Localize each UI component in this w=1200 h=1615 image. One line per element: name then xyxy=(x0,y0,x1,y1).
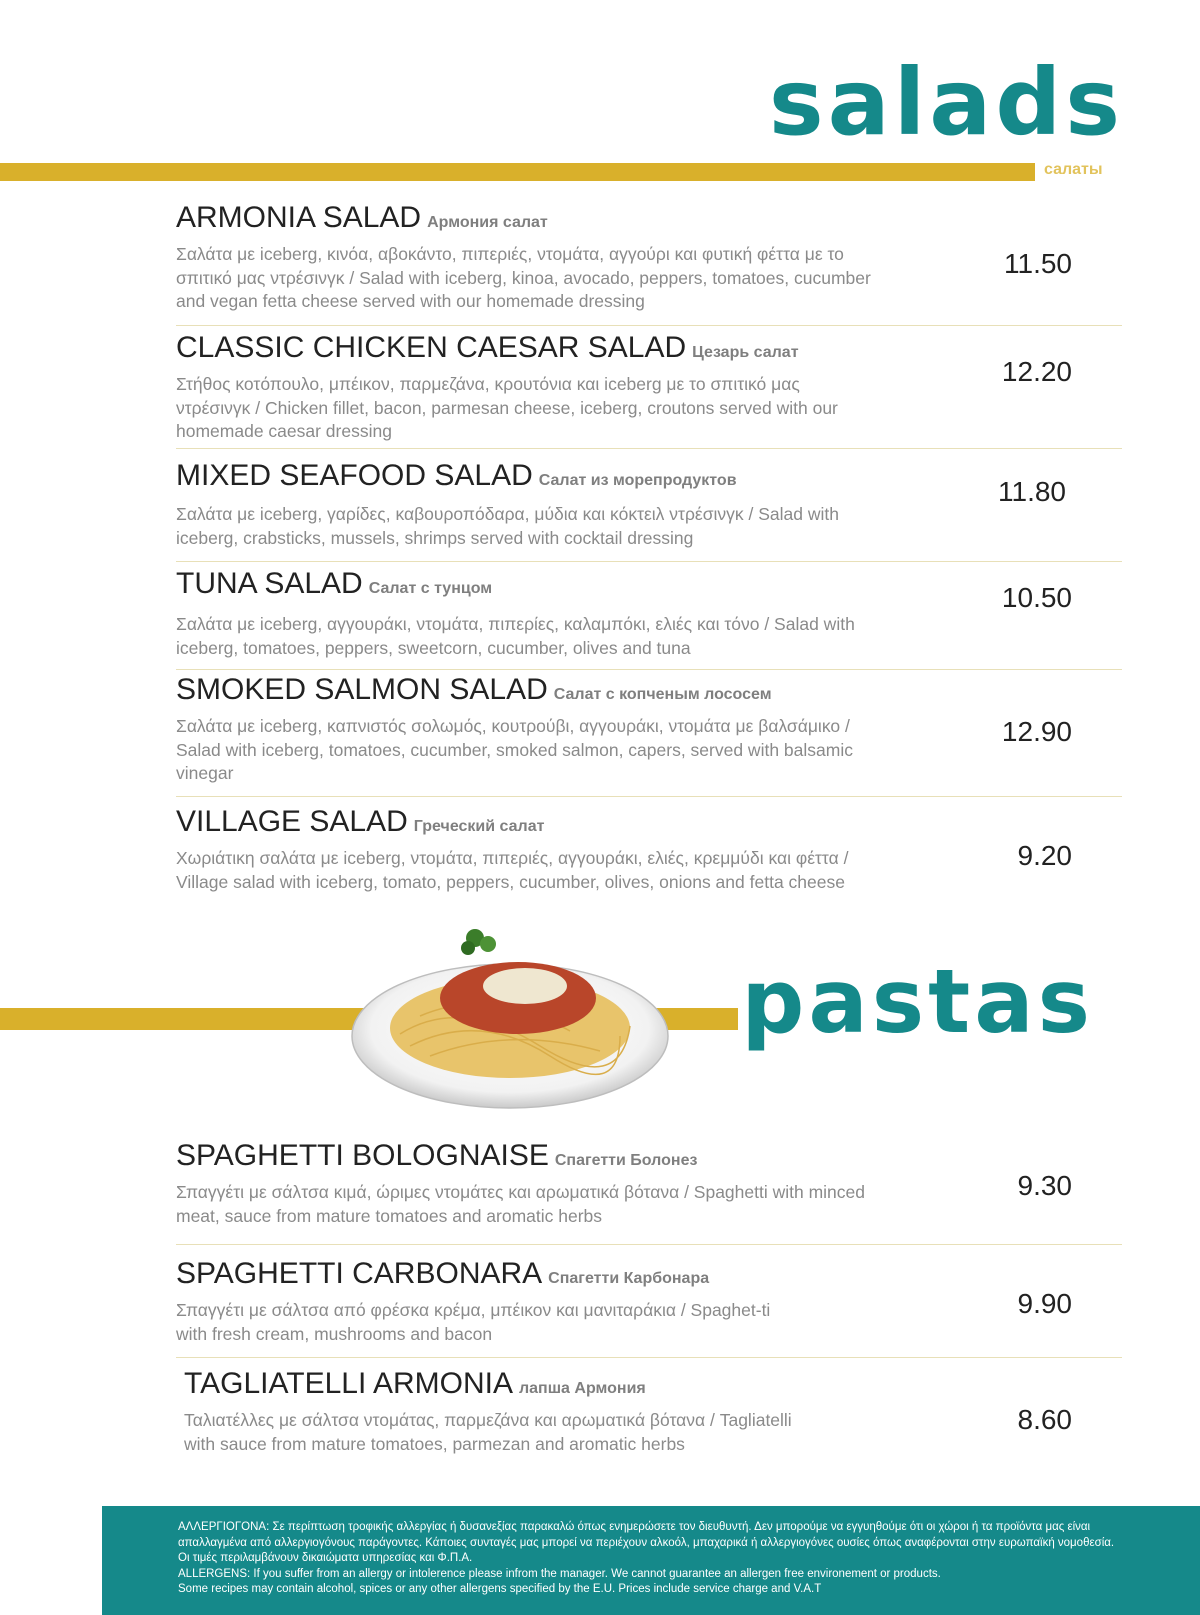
item-description: Σαλάτα με iceberg, αγγουράκι, ντομάτα, πιπερίες, καλαμπόκι, ελιές και τόνο / Salad with iceberg, tomatoes, peppers, sweetcorn, cucumber, olives and tuna xyxy=(176,614,855,658)
pastas-section-title: pastas xyxy=(741,950,1094,1053)
item-russian-name: Салат с копченым лососем xyxy=(553,686,772,703)
item-divider xyxy=(176,796,1122,797)
menu-item-mixed-seafood-salad xyxy=(176,458,1122,550)
item-name: TUNA SALAD xyxy=(176,567,363,600)
item-price: 9.30 xyxy=(1017,1170,1072,1201)
item-name: MIXED SEAFOOD SALAD xyxy=(176,459,533,492)
item-divider xyxy=(176,1357,1122,1358)
item-russian-name: Цезарь салат xyxy=(692,344,799,361)
allergens-line: απαλλαγμένα από αλλεργιογόνους παράγοντες. Κάποιες συνταγές μας μπορεί να περιέχουν αλκοόλ, μπαχαρικά ή αλλεργιογόνες ουσίες όπως αναφέρονται στην ευρωπαϊκή νομοθεσία. xyxy=(178,1536,1115,1549)
salads-subtitle: салаты xyxy=(1044,161,1103,178)
item-price: 9.20 xyxy=(1017,840,1072,871)
salads-gold-bar xyxy=(0,163,1035,181)
menu-item-classic-chicken-caesar-salad xyxy=(176,330,1122,444)
menu-item-village-salad xyxy=(176,804,1122,894)
item-name: VILLAGE SALAD xyxy=(176,805,408,838)
menu-item-spaghetti-bolognaise xyxy=(176,1138,1122,1228)
item-price: 11.50 xyxy=(1004,248,1072,279)
item-divider xyxy=(176,1244,1122,1245)
allergens-line: ALLERGENS: If you suffer from an allergy or intolerence please infrom the manager. We cannot guarantee an allergen free environement or products. xyxy=(178,1567,941,1580)
item-name: ARMONIA SALAD xyxy=(176,201,422,234)
item-name: SPAGHETTI BOLOGNAISE xyxy=(176,1139,549,1172)
item-price: 10.50 xyxy=(1001,582,1072,613)
item-description: Σπαγγέτι με σάλτσα από φρέσκα κρέμα, μπέικον και μανιταράκια / Spaghet-ti with fresh cream, mushrooms and bacon xyxy=(176,1300,771,1344)
item-price: 11.80 xyxy=(998,476,1066,507)
item-divider xyxy=(176,325,1122,326)
menu-item-tagliatelli-armonia xyxy=(184,1366,1130,1456)
allergens-line: Οι τιμές περιλαμβάνουν δικαιώματα υπηρεσίας και Φ.Π.Α. xyxy=(178,1552,473,1564)
item-russian-name: лапша Армония xyxy=(518,1380,646,1397)
item-russian-name: Греческий салат xyxy=(413,818,545,835)
item-russian-name: Салат с тунцом xyxy=(368,580,493,597)
item-divider xyxy=(176,561,1122,562)
item-description: Σαλάτα με iceberg, κινόα, αβοκάντο, πιπεριές, ντομάτα, αγγούρι και φυτική φέττα με το σπιτικό μας ντρέσινγκ / Salad with iceberg, kinoa, avocado, peppers, tomatoes, cucumber and vegan fetta cheese served with our homemade dressing xyxy=(176,244,871,311)
item-name: CLASSIC CHICKEN CAESAR SALAD xyxy=(176,331,687,364)
item-name: TAGLIATELLI ARMONIA xyxy=(184,1367,513,1400)
allergens-footer xyxy=(102,1506,1200,1615)
allergens-line: ΑΛΛΕΡΓΙΟΓΟΝΑ: Σε περίπτωση τροφικής αλλεργίας ή δυσανεξίας παρακαλώ όπως ενημερώσετε τον διευθυντή. Δεν μπορούμε να εγγυηθούμε ότι οι χώροι ή τα προϊόντα μας είναι xyxy=(178,1521,1091,1533)
salads-section-title: salads xyxy=(768,49,1124,156)
item-price: 8.60 xyxy=(1017,1404,1072,1435)
item-description: Χωριάτικη σαλάτα με iceberg, ντομάτα, πιπεριές, αγγουράκι, ελιές, κρεμμύδι και φέττα / Village salad with iceberg, tomato, peppers, cucumber, olives, onions and fetta cheese xyxy=(176,848,849,892)
item-description: Ταλιατέλλες με σάλτσα ντομάτας, παρμεζάνα και αρωματικά βότανα / Tagliatelli with sauce from mature tomatoes, parmezan and aromatic herbs xyxy=(184,1410,792,1454)
item-description: Σπαγγέτι με σάλτσα κιμά, ώριμες ντομάτες και αρωματικά βότανα / Spaghetti with minced meat, sauce from mature tomatoes and aromatic herbs xyxy=(176,1182,866,1226)
menu-item-smoked-salmon-salad xyxy=(176,672,1122,786)
item-description: Σαλάτα με iceberg, καπνιστός σολωμός, κουτρούβι, αγγουράκι, ντομάτα με βαλσάμικο / Salad with iceberg, tomatoes, cucumber, smoked salmon, capers, served with balsamic vinegar xyxy=(176,716,853,783)
item-price: 12.90 xyxy=(1001,716,1072,747)
menu-item-armonia-salad xyxy=(176,200,1122,314)
item-russian-name: Армония салат xyxy=(427,214,548,231)
item-divider xyxy=(176,669,1122,670)
item-russian-name: Спагетти Болонез xyxy=(554,1152,698,1169)
menu-item-tuna-salad xyxy=(176,566,1122,660)
item-russian-name: Салат из морепродуктов xyxy=(538,472,737,489)
item-divider xyxy=(176,448,1122,449)
item-name: SPAGHETTI CARBONARA xyxy=(176,1257,543,1290)
item-description: Σαλάτα με iceberg, γαρίδες, καβουροπόδαρα, μύδια και κόκτειλ ντρέσινγκ / Salad with iceberg, crabsticks, mussels, shrimps served with cocktail dressing xyxy=(176,504,839,548)
item-name: SMOKED SALMON SALAD xyxy=(176,673,548,706)
item-price: 9.90 xyxy=(1017,1288,1072,1319)
allergens-notice xyxy=(178,1520,1178,1598)
spaghetti-plate-image xyxy=(340,916,680,1116)
menu-item-spaghetti-carbonara xyxy=(176,1256,1122,1346)
item-russian-name: Спагетти Карбонара xyxy=(548,1270,710,1287)
allergens-line: Some recipes may contain alcohol, spices or any other allergens specified by the E.U. Prices include service charge and V.A.T xyxy=(178,1583,822,1595)
item-price: 12.20 xyxy=(1001,356,1072,387)
item-description: Στήθος κοτόπουλο, μπέικον, παρμεζάνα, κρουτόνια και iceberg με το σπιτικό μας ντρέσινγκ / Chicken fillet, bacon, parmesan cheese, iceberg, croutons served with our homemade caesar dressing xyxy=(176,374,838,441)
